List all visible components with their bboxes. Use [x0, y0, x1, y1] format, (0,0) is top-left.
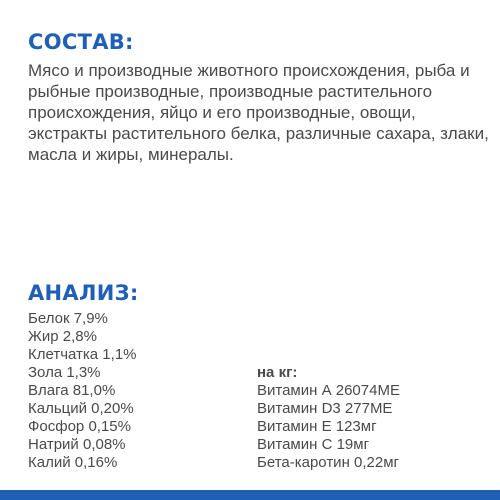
beta-carotene: Бета-каротин 0,22мг [257, 454, 399, 471]
analysis-item-moisture: Влага 81,0% [28, 382, 116, 399]
bottom-accent-bar [0, 490, 500, 500]
analysis-heading: АНАЛИЗ: [28, 281, 139, 305]
analysis-item-fat: Жир 2,8% [28, 328, 97, 345]
analysis-item-phosphorus: Фосфор 0,15% [28, 418, 131, 435]
composition-text: Мясо и производные животного происхождения, рыба и рыбные производные, производные растительного происхождения, яйцо и его производные, овощи, экстракты растительного белка, различные сахара, злаки, масла и жиры, минералы. [28, 61, 489, 164]
analysis-item-protein: Белок 7,9% [28, 310, 108, 327]
composition-heading: СОСТАВ: [28, 30, 134, 54]
vitamin-c: Витамин С 19мг [257, 436, 370, 453]
analysis-item-fiber: Клетчатка 1,1% [28, 346, 137, 363]
analysis-item-sodium: Натрий 0,08% [28, 436, 126, 453]
vitamin-a: Витамин А 26074МЕ [257, 382, 400, 399]
analysis-item-potassium: Калий 0,16% [28, 454, 118, 471]
vitamin-e: Витамин Е 123мг [257, 418, 377, 435]
vitamin-d3: Витамин D3 277МЕ [257, 400, 393, 417]
analysis-item-calcium: Кальций 0,20% [28, 400, 134, 417]
analysis-item-ash: Зола 1,3% [28, 364, 101, 381]
per-kg-label: на кг: [257, 364, 298, 381]
vitamins-list [257, 364, 400, 472]
analysis-list [28, 310, 137, 472]
